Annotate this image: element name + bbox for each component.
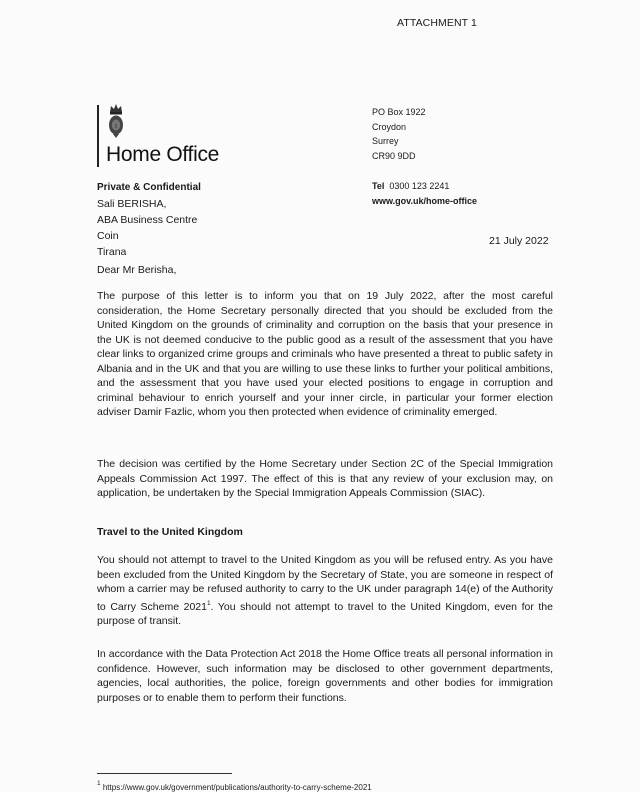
tel-label: Tel — [372, 181, 385, 191]
sender-address — [372, 105, 426, 163]
section-heading: Travel to the United Kingdom — [97, 526, 243, 538]
data-protection-paragraph: In accordance with the Data Protection Act 2018 the Home Office treats all personal information in confidence. However, such information may be disclosed to other government departments, agencies, local authorities, the police, foreign governments and other bodies for immigration purposes or to enable them to perform their functions. — [97, 648, 553, 704]
travel-paragraph — [97, 553, 553, 629]
home-office-logo — [97, 103, 257, 173]
attachment-label: ATTACHMENT 1 — [397, 17, 477, 29]
svg-text:I: I — [115, 124, 117, 130]
address-line: Surrey — [372, 136, 399, 146]
telephone — [372, 179, 477, 194]
recipient-line: Sali BERISHA, — [97, 198, 167, 210]
recipient-block — [97, 180, 201, 260]
footnote-reference[interactable]: 1 — [206, 599, 211, 607]
sender-contact — [372, 179, 477, 208]
certification-paragraph: The decision was certified by the Home Secretary under Section 2C of the Special Immigration Appeals Commission Act 1997. The effect of this is that any review of your exclusion may, on application, be undertaken by the Special Immigration Appeals Commission (SIAC). — [97, 458, 553, 499]
logo-divider — [97, 105, 99, 167]
exclusion-paragraph: The purpose of this letter is to inform you that on 19 July 2022, after the most careful consideration, the Home Secretary personally directed that you should be excluded from the United Kingdom on the grounds of criminality and corruption on the basis that your presence in the UK is not deemed conducive to the public good as a result of the assessment that you have clear links to organized crime groups and criminals who have presented a threat to public safety in Albania and in the UK and that you are willing to use these links to further your political ambitions, and the assessment that you have used your elected positions to engage in corruption and criminal behaviour to enrich yourself and your inner circle, in particular your former election adviser Damir Fazlic, whom you then protected when evidence of criminality emerged. — [97, 290, 553, 418]
travel-text-continued: . You should not attempt to travel to the United Kingdom, even for the purpose of transit. — [97, 600, 553, 627]
recipient-line: Tirana — [97, 246, 127, 258]
royal-crest-icon — [106, 103, 126, 139]
salutation: Dear Mr Berisha, — [97, 264, 177, 276]
website-link[interactable]: www.gov.uk/home-office — [372, 195, 478, 206]
organisation-name: Home Office — [106, 143, 220, 166]
footnote-divider — [97, 773, 232, 774]
recipient-line: ABA Business Centre — [97, 214, 198, 226]
travel-text: You should not attempt to travel to the United Kingdom as you will be refused entry. As you have been excluded from the United Kingdom by the Secretary of State, you are someone in respect of whom a carrier may be refused authority to carry to the UK under paragraph 14(e) of the Authority to Carry Scheme 2021 — [97, 554, 553, 613]
letter-date: 21 July 2022 — [489, 235, 549, 247]
footnote-mark: 1 — [97, 780, 101, 787]
tel-number: 0300 123 2241 — [389, 181, 450, 191]
classification-label: Private & Confidential — [97, 182, 201, 193]
recipient-line: Coin — [97, 230, 119, 242]
address-line: PO Box 1922 — [372, 107, 426, 117]
address-line: CR90 9DD — [372, 150, 416, 161]
footnote — [97, 780, 372, 792]
footnote-url-link[interactable]: https://www.gov.uk/government/publications/authority-to-carry-scheme-2021 — [102, 783, 372, 792]
address-line: Croydon — [372, 121, 407, 132]
